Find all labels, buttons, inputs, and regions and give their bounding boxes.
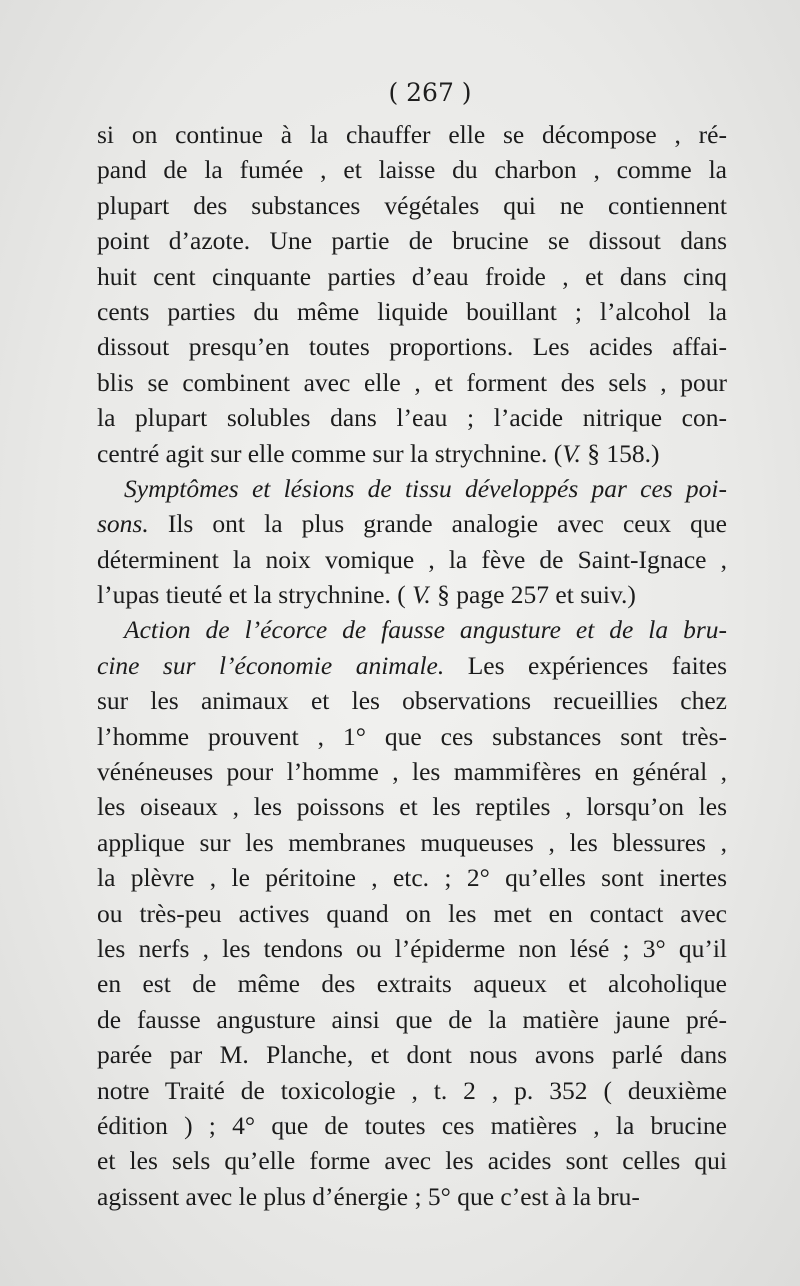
- text-run: si on continue à la chauffer elle se décompose , ré-: [97, 120, 727, 149]
- text-line: [97, 117, 727, 152]
- text-run: notre Traité de toxicologie , t. 2 , p. 352 ( deuxième: [97, 1075, 727, 1105]
- text-run: § 158.): [580, 438, 660, 468]
- text-line: [97, 648, 727, 683]
- text-run: la plupart solubles dans l’eau ; l’acide nitrique con-: [97, 403, 727, 433]
- text-run: les oiseaux , les poissons et les reptiles , lorsqu’on les: [97, 792, 727, 822]
- text-run: ou très-peu actives quand on les met en contact avec: [97, 898, 727, 928]
- text-run: plupart des substances végétales qui ne contiennent: [97, 190, 727, 220]
- text-line: [97, 329, 727, 364]
- text-run: vénéneuses pour l’homme , les mammifères en général ,: [97, 757, 727, 787]
- text-run: les nerfs , les tendons ou l’épiderme non lésé ; 3° qu’il: [97, 933, 727, 963]
- text-run: la plèvre , le péritoine , etc. ; 2° qu’elles sont inertes: [97, 863, 727, 893]
- text-run: applique sur les membranes muqueuses , les blessures ,: [97, 827, 727, 857]
- text-run: parée par M. Planche, et dont nous avons parlé dans: [97, 1040, 727, 1070]
- text-run: § page 257 et suiv.): [430, 580, 636, 610]
- text-line: [97, 1073, 727, 1108]
- text-run: centré agit sur elle comme sur la strychnine. (: [97, 438, 563, 468]
- text-line: [97, 1037, 727, 1072]
- text-line: [97, 259, 727, 294]
- text-line: [97, 966, 727, 1001]
- text-line: [97, 471, 727, 506]
- text-run: édition ) ; 4° que de toutes ces matières , la brucine: [97, 1110, 727, 1140]
- text-run: déterminent la noix vomique , la fève de Saint-Ignace ,: [97, 544, 727, 574]
- page-number: ( 267 ): [388, 78, 472, 107]
- body-text: [97, 117, 727, 1214]
- text-run: et les sels qu’elle forme avec les acides sont celles qui: [97, 1146, 727, 1176]
- text-run: en est de même des extraits aqueux et alcoholique: [97, 969, 727, 999]
- text-run: sur les animaux et les observations recueillies chez: [97, 686, 727, 716]
- text-line: [97, 542, 727, 577]
- text-line: [97, 860, 727, 895]
- text-line: [97, 294, 727, 329]
- text-line: [97, 577, 727, 612]
- text-line: [97, 612, 727, 647]
- text-run: Ils ont la plus grande analogie avec ceux que: [148, 509, 727, 539]
- text-line: [97, 400, 727, 435]
- text-line: [97, 931, 727, 966]
- text-run: dissout presqu’en toutes proportions. Les acides affai-: [97, 332, 727, 362]
- text-line: [97, 1143, 727, 1178]
- text-run: point d’azote. Une partie de brucine se dissout dans: [97, 226, 727, 256]
- text-run: l’upas tieuté et la strychnine. (: [97, 580, 413, 610]
- text-run: l’homme prouvent , 1° que ces substances sont très-: [97, 721, 727, 751]
- text-line: [97, 152, 727, 187]
- italic-run: V.: [412, 580, 431, 610]
- text-line: [97, 789, 727, 824]
- italic-run: Action de l’écorce de fausse angusture et de la bru-: [124, 615, 727, 645]
- italic-run: Symptômes et lésions de tissu développés par ces poi-: [124, 473, 727, 503]
- text-line: [97, 1179, 727, 1214]
- text-run: de fausse angusture ainsi que de la matière jaune pré-: [97, 1004, 727, 1034]
- text-run: huit cent cinquante parties d’eau froide , et dans cinq: [97, 261, 727, 291]
- italic-run: sons.: [97, 509, 149, 539]
- text-run: cents parties du même liquide bouillant ; l’alcohol la: [97, 296, 727, 326]
- text-run: agissent avec le plus d’énergie ; 5° que c’est à la bru-: [97, 1181, 640, 1211]
- text-run: pand de la fumée , et laisse du charbon , comme la: [97, 155, 727, 185]
- text-line: [97, 825, 727, 860]
- text-line: [97, 754, 727, 789]
- italic-run: V.: [562, 438, 581, 468]
- text-line: [97, 506, 727, 541]
- text-run: Les expériences faites: [444, 650, 727, 680]
- text-line: [97, 1108, 727, 1143]
- text-line: [97, 896, 727, 931]
- text-run: blis se combinent avec elle , et forment des sels , pour: [97, 367, 727, 397]
- text-line: [97, 436, 727, 471]
- text-line: [97, 1002, 727, 1037]
- text-line: [97, 719, 727, 754]
- text-line: [97, 365, 727, 400]
- text-line: [97, 188, 727, 223]
- italic-run: cine sur l’économie animale.: [97, 650, 445, 680]
- text-line: [97, 223, 727, 258]
- text-line: [97, 683, 727, 718]
